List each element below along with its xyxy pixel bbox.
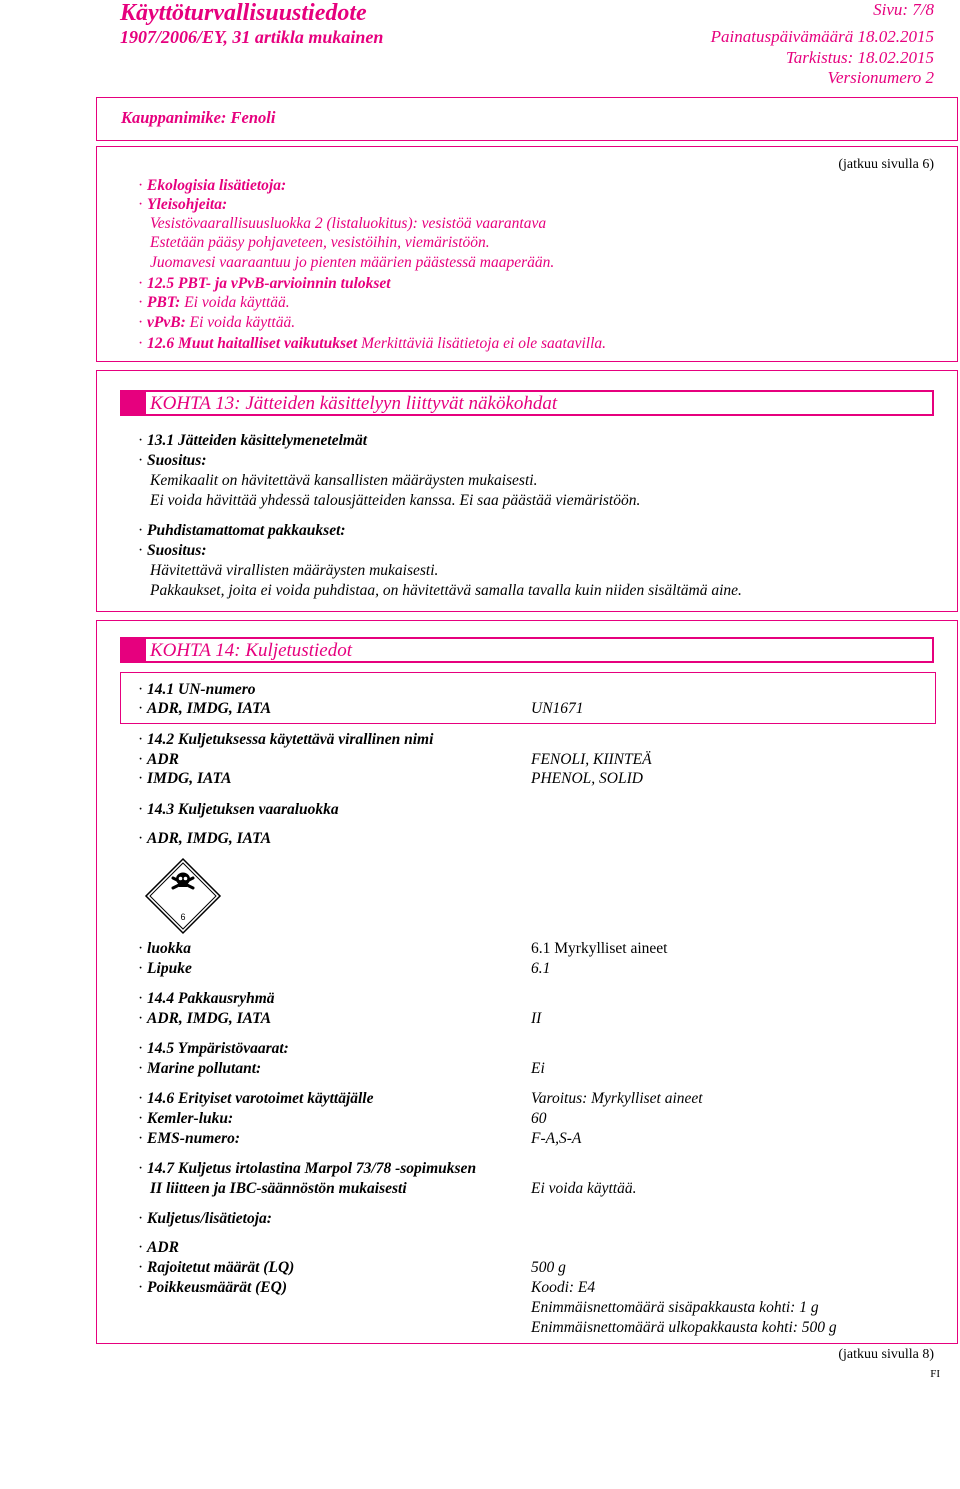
excepted-quantities-label: · Poikkeusmäärät (EQ) bbox=[138, 1279, 287, 1296]
hazard-class-label: · ADR, IMDG, IATA bbox=[138, 830, 272, 847]
eco-line-2: Estetään pääsy pohjaveteen, vesistöihin, viemäristöön. bbox=[150, 234, 490, 251]
eq-outer-packaging: Enimmäisnettomäärä ulkopakkausta kohti: 500 g bbox=[531, 1319, 837, 1336]
additional-info-heading: · Kuljetus/lisätietoja: bbox=[138, 1210, 272, 1227]
section-13-title-bar bbox=[120, 390, 934, 416]
pbt-row: · PBT: Ei voida käyttää. bbox=[138, 294, 290, 311]
precautions-value: Varoitus: Myrkylliset aineet bbox=[531, 1090, 703, 1107]
language-code: FI bbox=[930, 1368, 940, 1380]
adr-additional-label: · ADR bbox=[138, 1239, 179, 1256]
version-number: Versionumero 2 bbox=[827, 68, 934, 87]
pbt-heading: · 12.5 PBT- ja vPvB-arvioinnin tulokset bbox=[138, 275, 391, 292]
packing-group-heading: · 14.4 Pakkausryhmä bbox=[138, 990, 275, 1007]
adr-value: FENOLI, KIINTEÄ bbox=[531, 751, 652, 768]
marine-pollutant-label: · Marine pollutant: bbox=[138, 1060, 262, 1077]
trade-name-box bbox=[96, 97, 958, 141]
trade-name: Kauppanimike: Fenoli bbox=[121, 108, 276, 127]
luokka-label: · luokka bbox=[138, 940, 191, 957]
lipuke-label: · Lipuke bbox=[138, 960, 192, 977]
luokka-value: 6.1 Myrkylliset aineet bbox=[531, 940, 668, 957]
regulation-reference: 1907/2006/EY, 31 artikla mukainen bbox=[120, 27, 384, 47]
ems-label: · EMS-numero: bbox=[138, 1130, 241, 1147]
env-hazards-heading: · 14.5 Ympäristövaarat: bbox=[138, 1040, 289, 1057]
section-14-box bbox=[96, 620, 958, 1344]
limited-quantities-label: · Rajoitetut määrät (LQ) bbox=[138, 1259, 295, 1276]
un-label: · ADR, IMDG, IATA bbox=[138, 700, 272, 717]
bulk-transport-heading-2: II liitteen ja IBC-säännöstön mukaisesti bbox=[150, 1180, 407, 1197]
eco-info-heading: · Ekologisia lisätietoja: bbox=[138, 177, 287, 194]
imdg-label: · IMDG, IATA bbox=[138, 770, 232, 787]
recommendation-heading: · Suositus: bbox=[138, 452, 207, 469]
precautions-label: · 14.6 Erityiset varotoimet käyttäjälle bbox=[138, 1090, 374, 1107]
continued-to: (jatkuu sivulla 8) bbox=[838, 1347, 934, 1362]
document-title: Käyttöturvallisuustiedote bbox=[120, 0, 367, 26]
revision-date: Tarkistus: 18.02.2015 bbox=[785, 48, 934, 67]
kemler-label: · Kemler-luku: bbox=[138, 1110, 234, 1127]
section-13-title: KOHTA 13: Jätteiden käsittelyyn liittyvät näkökohdat bbox=[150, 393, 558, 414]
un-heading: · 14.1 UN-numero bbox=[138, 681, 256, 698]
recommendation-line-4: Pakkaukset, joita ei voida puhdistaa, on hävitettävä samalla tavalla kuin niiden sisältämä aine. bbox=[150, 582, 742, 599]
bulk-transport-heading-1: · 14.7 Kuljetus irtolastina Marpol 73/78 -sopimuksen bbox=[138, 1160, 477, 1177]
adr-label: · ADR bbox=[138, 751, 179, 768]
disposal-methods-heading: · 13.1 Jätteiden käsittelymenetelmät bbox=[138, 432, 368, 449]
print-date: Painatuspäivämäärä 18.02.2015 bbox=[710, 27, 934, 46]
general-heading: · Yleisohjeita: bbox=[138, 196, 228, 213]
bulk-transport-value: Ei voida käyttää. bbox=[531, 1180, 637, 1197]
water-hazard-class: Vesistövaarallisuusluokka 2 (listaluokitus): vesistöä vaarantava bbox=[150, 215, 547, 232]
kemler-value: 60 bbox=[531, 1110, 547, 1127]
uncleaned-packaging-heading: · Puhdistamattomat pakkaukset: bbox=[138, 522, 346, 539]
section-14-title-bar bbox=[120, 637, 934, 663]
limited-quantities-value: 500 g bbox=[531, 1259, 566, 1276]
eco-line-3: Juomavesi vaaraantuu jo pienten määrien päästessä maaperään. bbox=[150, 254, 555, 271]
recommendation-heading-2: · Suositus: bbox=[138, 542, 207, 559]
other-effects-row: · 12.6 Muut haitalliset vaikutukset Merkittäviä lisätietoja ei ole saatavilla. bbox=[138, 335, 607, 352]
toxic-pictogram-icon bbox=[144, 857, 222, 935]
imdg-value: PHENOL, SOLID bbox=[531, 770, 643, 787]
packing-group-value: II bbox=[531, 1010, 542, 1027]
shipping-name-heading: · 14.2 Kuljetuksessa käytettävä virallinen nimi bbox=[138, 731, 434, 748]
continued-from: (jatkuu sivulla 6) bbox=[838, 157, 934, 172]
vpvb-row: · vPvB: Ei voida käyttää. bbox=[138, 314, 296, 331]
pictogram-class-number: 6 bbox=[180, 912, 186, 922]
recommendation-line-1: Kemikaalit on hävitettävä kansallisten määräysten mukaisesti. bbox=[150, 472, 538, 489]
recommendation-line-2: Ei voida hävittää yhdessä talousjätteiden kanssa. Ei saa päästää viemäristöön. bbox=[150, 492, 641, 509]
hazard-class-heading: · 14.3 Kuljetuksen vaaraluokka bbox=[138, 801, 339, 818]
eq-inner-packaging: Enimmäisnettomäärä sisäpakkausta kohti: 1 g bbox=[531, 1299, 819, 1316]
packing-group-label: · ADR, IMDG, IATA bbox=[138, 1010, 272, 1027]
lipuke-value: 6.1 bbox=[531, 960, 551, 977]
excepted-quantities-value: Koodi: E4 bbox=[531, 1279, 596, 1296]
marine-pollutant-value: Ei bbox=[531, 1060, 545, 1077]
section-14-title: KOHTA 14: Kuljetustiedot bbox=[150, 640, 352, 661]
un-value: UN1671 bbox=[531, 700, 584, 717]
ems-value: F-A,S-A bbox=[531, 1130, 582, 1147]
recommendation-line-3: Hävitettävä virallisten määräysten mukaisesti. bbox=[150, 562, 439, 579]
page-number: Sivu: 7/8 bbox=[873, 0, 934, 19]
